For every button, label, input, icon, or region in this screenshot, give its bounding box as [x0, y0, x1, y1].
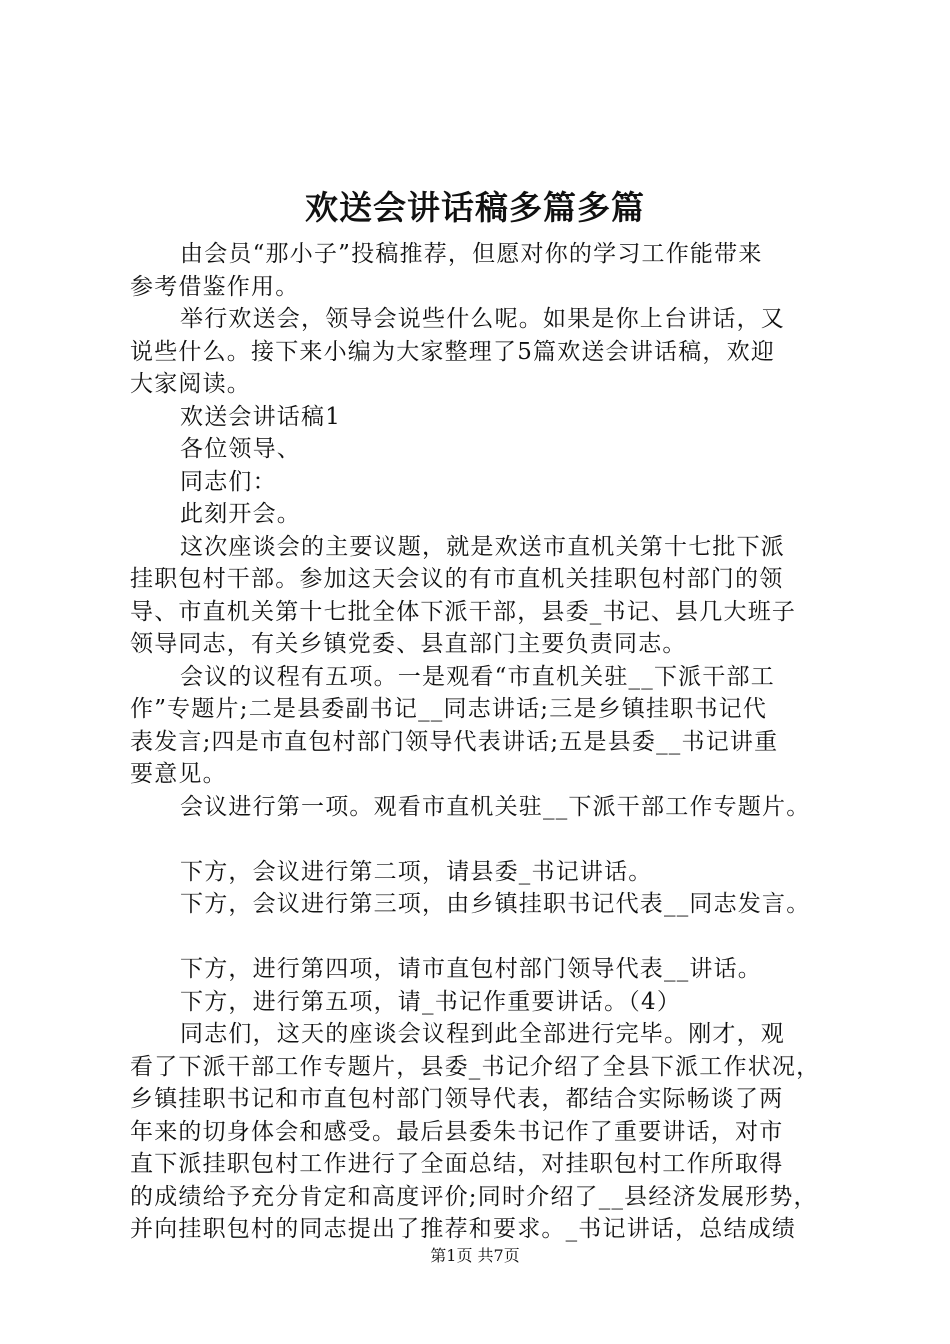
- blank-line: [130, 823, 840, 856]
- document-title: 欢送会讲话稿多篇多篇: [305, 188, 645, 227]
- text-line: 说些什么。接下来小编为大家整理了5篇欢送会讲话稿，欢迎: [130, 338, 776, 365]
- text-line: 同志们，这天的座谈会议程到此全部进行完毕。刚才，观: [180, 1021, 785, 1047]
- page-footer: 第1页 共7页: [430, 1246, 520, 1265]
- text-line: 各位领导、: [180, 436, 301, 462]
- text-line: 挂职包村干部。参加这天会议的有市直机关挂职包村部门的领: [130, 566, 784, 592]
- text-line: 由会员“那小子”投稿推荐，但愿对你的学习工作能带来: [180, 241, 763, 267]
- text-line: 欢送会讲话稿1: [180, 403, 342, 430]
- text-line: 举行欢送会，领导会说些什么呢。如果是你上台讲话，又: [180, 306, 785, 332]
- text-line: 直下派挂职包村工作进行了全面总结，对挂职包村工作所取得: [130, 1151, 784, 1177]
- text-line: 下方，进行第五项，请_书记作重要讲话。（4）: [180, 988, 682, 1015]
- text-line: 表发言;四是市直包村部门领导代表讲话;五是县委__书记讲重: [130, 728, 779, 755]
- blank-line: [130, 921, 840, 954]
- text-line: 看了下派干部工作专题片，县委_书记介绍了全县下派工作状况，: [130, 1053, 821, 1080]
- text-line: 年来的切身体会和感受。最后县委朱书记作了重要讲话，对市: [130, 1118, 784, 1145]
- text-line: 乡镇挂职书记和市直包村部门领导代表，都结合实际畅谈了两: [130, 1086, 784, 1112]
- text-line: 下方，会议进行第二项，请县委_书记讲话。: [180, 858, 653, 885]
- text-line: 领导同志，有关乡镇党委、县直部门主要负责同志。: [130, 631, 687, 657]
- text-line: 大家阅读。: [130, 371, 251, 397]
- text-line: 下方，会议进行第三项，由乡镇挂职书记代表__同志发言。: [180, 891, 811, 917]
- document-body: [130, 238, 840, 1246]
- text-line: 此刻开会。: [180, 501, 301, 527]
- text-line: 会议的议程有五项。一是观看“市直机关驻__下派干部工: [180, 663, 775, 690]
- text-line: 下方，进行第四项，请市直包村部门领导代表__讲话。: [180, 956, 762, 982]
- text-line: 作”专题片;二是县委副书记__同志讲话;三是乡镇挂职书记代: [130, 696, 768, 722]
- text-line: 参考借鉴作用。: [130, 273, 300, 300]
- text-line: 的成绩给予充分肯定和高度评价;同时介绍了__县经济发展形势，: [130, 1183, 818, 1210]
- text-line: 同志们：: [180, 468, 277, 495]
- text-line: 会议进行第一项。观看市直机关驻__下派干部工作专题片。: [180, 793, 811, 820]
- text-line: 这次座谈会的主要议题，就是欢送市直机关第十七批下派: [180, 533, 785, 560]
- text-line: 并向挂职包村的同志提出了推荐和要求。_书记讲话，总结成绩: [130, 1216, 797, 1242]
- text-line: 导、市直机关第十七批全体下派干部，县委_书记、县几大班子: [130, 598, 797, 625]
- text-line: 要意见。: [130, 761, 227, 787]
